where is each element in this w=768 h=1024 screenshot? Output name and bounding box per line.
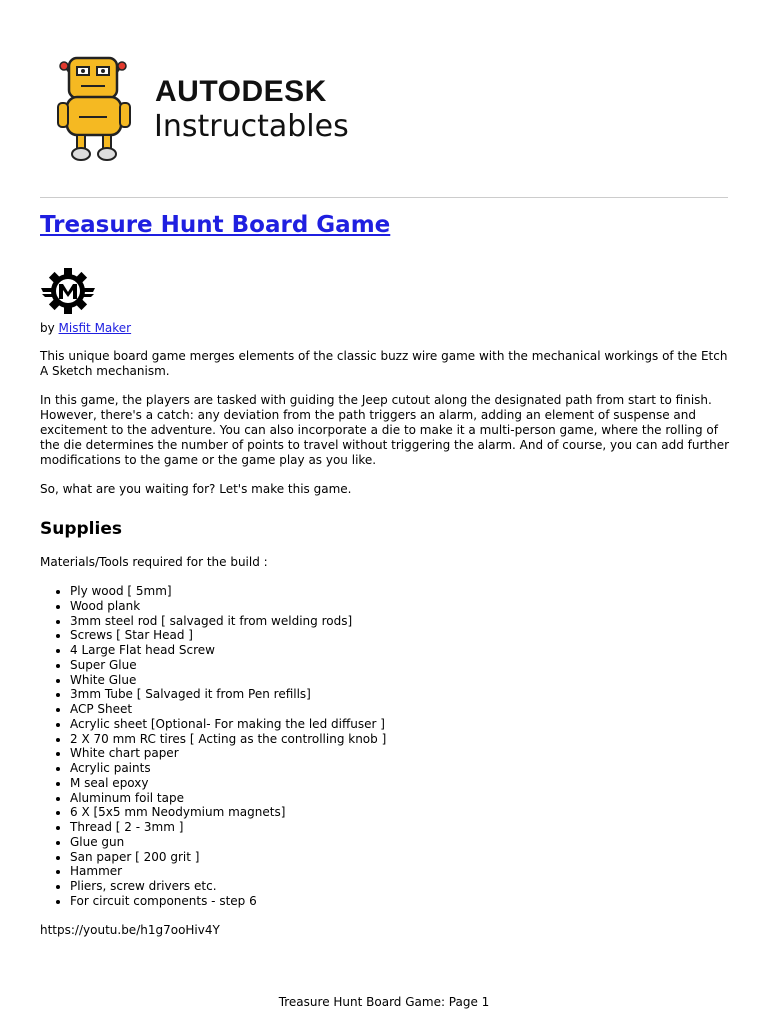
supply-item: • Screws [ Star Head ] [70,628,732,643]
supply-item: • Acrylic sheet [Optional- For making the led diffuser ] [70,717,732,732]
header-divider [40,197,728,198]
supply-item: • Acrylic paints [70,761,732,776]
supplies-list [40,584,732,909]
supply-item: • 6 X [5x5 mm Neodymium magnets] [70,805,732,820]
supply-item: • ACP Sheet [70,702,732,717]
supply-item: • Thread [ 2 - 3mm ] [70,820,732,835]
intro-section [40,349,732,497]
supply-item: • Wood plank [70,599,732,614]
intro-paragraph: In this game, the players are tasked with guiding the Jeep cutout along the designated path from start to finish. However, there's a catch: any deviation from the path triggers an alarm, adding an element of suspense and excitement to the adventure. You can also incorporate a die to make it a multi-person game, where the rolling of the die determines the number of points to travel without triggering the alarm. And of course, you can add further modifications to the game or the game play as you like. [40,393,730,467]
misfit-maker-gear-logo-icon [39,266,97,316]
instructables-robot-icon [55,55,145,165]
supplies-heading: Supplies [40,519,122,539]
supply-item: • Aluminum foil tape [70,791,732,806]
site-header [55,55,375,165]
supply-item: • Super Glue [70,658,732,673]
supply-item: • White chart paper [70,746,732,761]
supply-item: • 3mm Tube [ Salvaged it from Pen refills] [70,687,732,702]
byline [40,321,131,335]
supply-item: • San paper [ 200 grit ] [70,850,732,865]
video-url: https://youtu.be/h1g7ooHiv4Y [40,922,220,937]
supply-item: • Glue gun [70,835,732,850]
brand-autodesk: AUTODESK [155,75,327,108]
supply-item: • 4 Large Flat head Screw [70,643,732,658]
supply-item: • Ply wood [ 5mm] [70,584,732,599]
supply-item: • M seal epoxy [70,776,732,791]
by-label: by [40,321,55,335]
supply-item: • White Glue [70,673,732,688]
author-link[interactable]: Misfit Maker [58,321,132,335]
article-body [40,349,732,952]
page-footer: Treasure Hunt Board Game: Page 1 [278,995,490,1009]
intro-paragraph: This unique board game merges elements of the classic buzz wire game with the mechanical workings of the Etch A Sketch mechanism. [40,349,728,378]
page-title[interactable]: Treasure Hunt Board Game [40,212,391,238]
intro-paragraph: So, what are you waiting for? Let's make this game. [40,482,352,496]
supply-item: • For circuit components - step 6 [70,894,732,909]
supply-item: • 2 X 70 mm RC tires [ Acting as the controlling knob ] [70,732,732,747]
supplies-intro: Materials/Tools required for the build : [40,555,268,569]
supply-item: • Hammer [70,864,732,879]
supply-item: • Pliers, screw drivers etc. [70,879,732,894]
brand-instructables: Instructables [154,109,349,144]
supply-item: • 3mm steel rod [ salvaged it from welding rods] [70,614,732,629]
